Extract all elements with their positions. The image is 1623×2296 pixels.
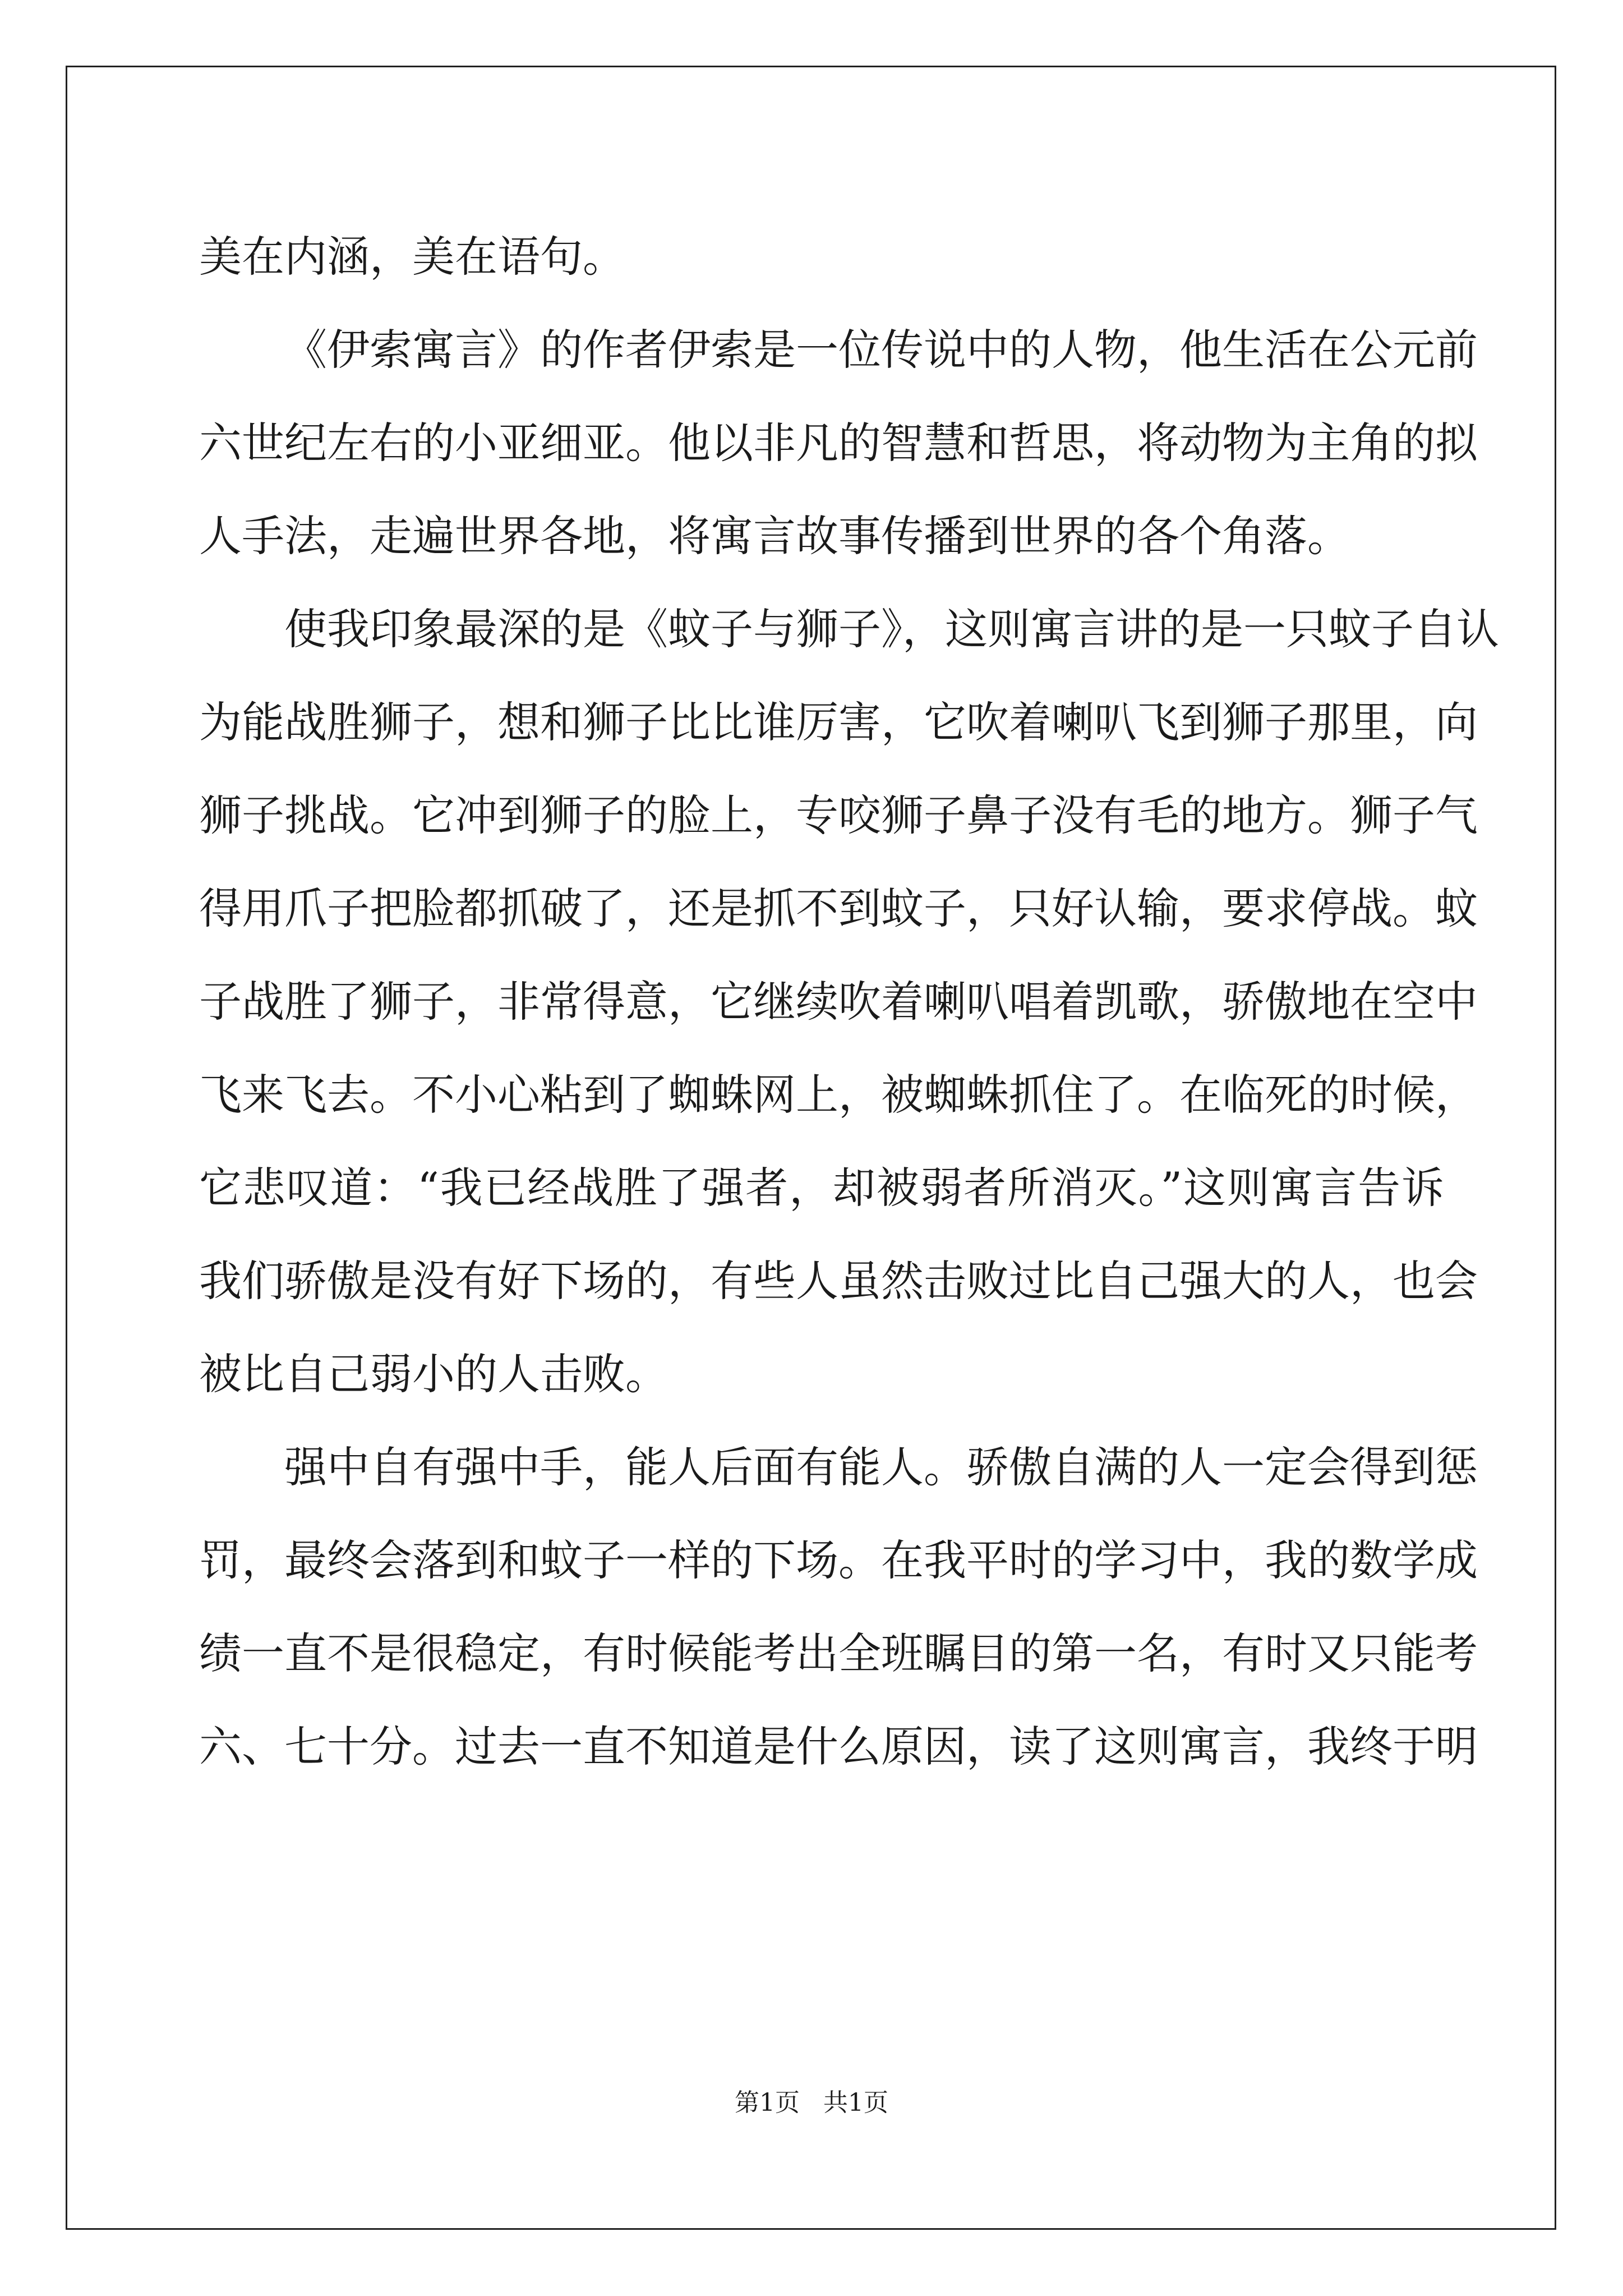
text-line: 它悲叹道：“我已经战胜了强者，却被弱者所消灭。”这则寓言告诉 bbox=[199, 1163, 1444, 1213]
page-number-footer: 第1页 共1页 bbox=[735, 2088, 888, 2117]
text-line: 为能战胜狮子，想和狮子比比谁厉害，它吹着喇叭飞到狮子那里，向 bbox=[199, 697, 1478, 747]
text-line: 强中自有强中手，能人后面有能人。骄傲自满的人一定会得到惩 bbox=[284, 1442, 1478, 1492]
text-line: 罚，最终会落到和蚊子一样的下场。在我平时的学习中，我的数学成 bbox=[199, 1535, 1478, 1585]
text-line: 《伊索寓言》的作者伊索是一位传说中的人物，他生活在公元前 bbox=[284, 325, 1478, 375]
text-line: 子战胜了狮子，非常得意，它继续吹着喇叭唱着凯歌，骄傲地在空中 bbox=[199, 977, 1478, 1027]
text-line: 人手法，走遍世界各地，将寓言故事传播到世界的各个角落。 bbox=[199, 511, 1350, 561]
text-line: 被比自己弱小的人击败。 bbox=[199, 1349, 668, 1399]
text-line: 六、七十分。过去一直不知道是什么原因，读了这则寓言，我终于明 bbox=[199, 1722, 1478, 1772]
text-line: 飞来飞去。不小心粘到了蜘蛛网上，被蜘蛛抓住了。在临死的时候， bbox=[199, 1070, 1478, 1120]
text-line: 我们骄傲是没有好下场的，有些人虽然击败过比自己强大的人，也会 bbox=[199, 1256, 1478, 1306]
text-line: 狮子挑战。它冲到狮子的脸上，专咬狮子鼻子没有毛的地方。狮子气 bbox=[199, 790, 1478, 840]
text-line: 得用爪子把脸都抓破了，还是抓不到蚊子，只好认输，要求停战。蚊 bbox=[199, 884, 1478, 933]
text-line: 六世纪左右的小亚细亚。他以非凡的智慧和哲思，将动物为主角的拟 bbox=[199, 418, 1478, 468]
text-line: 美在内涵，美在语句。 bbox=[199, 232, 625, 282]
text-line: 绩一直不是很稳定，有时候能考出全班瞩目的第一名，有时又只能考 bbox=[199, 1628, 1478, 1678]
text-line: 使我印象最深的是《蚊子与狮子》，这则寓言讲的是一只蚊子自认 bbox=[284, 604, 1499, 654]
document-body bbox=[199, 210, 1499, 1793]
